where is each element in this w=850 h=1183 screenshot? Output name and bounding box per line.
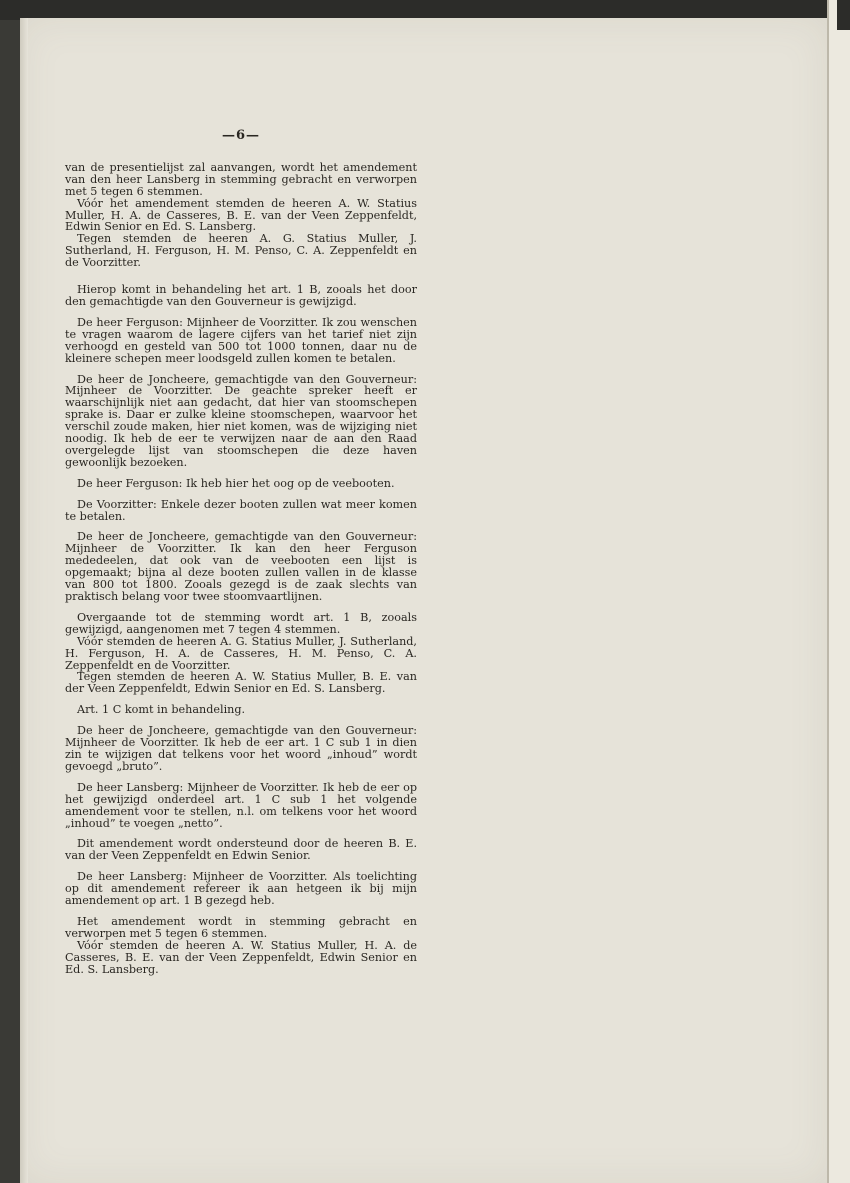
paragraph: Overgaande tot de stemming wordt art. 1 B, zooals gewijzigd, aangenomen met 7 tegen 4 stemmen. <box>65 610 417 636</box>
paragraph: De heer de Joncheere, gemachtigde van den Gouverneur: Mijnheer de Voorzitter. De geachte spreker heeft er waarschijnlijk niet aan gedacht, dat hier van stoomschepen sprake is. Daar er zulke kleine stoomschepen, waarvoor het verschil zoude maken, hier niet komen, was de wijziging niet noodig. Ik heb de eer te verwijzen naar de aan den Raad overgelegde lijst van stoomschepen die deze haven gewoonlijk bezoeken. <box>65 372 417 469</box>
paragraph: De heer Ferguson: Mijnheer de Voorzitter. Ik zou wenschen te vragen waarom de lagere cijfers van het tarief niet zijn verhoogd en gesteld van 500 tot 1000 tonnen, daar nu de kleinere schepen meer loodsgeld zullen komen te betalen. <box>65 315 417 365</box>
paragraph: De heer de Joncheere, gemachtigde van den Gouverneur: Mijnheer de Voorzitter. Ik kan den heer Ferguson mededeelen, dat ook van de veebooten een lijst is opgemaakt; bijna al deze booten zullen vallen in de klasse van 800 tot 1800. Zooals gezegd is de zaak slechts van praktisch belang voor twee stoomvaartlijnen. <box>65 530 417 603</box>
adjacent-page-edge <box>827 0 850 1183</box>
paragraph: Vóór stemden de heeren A. G. Statius Muller, J. Sutherland, H. Ferguson, H. A. de Casseres, H. M. Penso, C. A. Zeppenfeldt en de Voorzitter. <box>65 634 417 672</box>
scanner-top-strip <box>0 0 850 20</box>
paragraph: van de presentielijst zal aanvangen, wordt het amendement van den heer Lansberg in stemming gebracht en verworpen met 5 tegen 6 stemmen. <box>65 160 417 198</box>
paragraph: Tegen stemden de heeren A. G. Statius Muller, J. Sutherland, H. Ferguson, H. M. Penso, C. A. Zeppenfeldt en de Voorzitter. <box>65 232 417 270</box>
paragraph: De heer de Joncheere, gemachtigde van den Gouverneur: Mijnheer de Voorzitter. Ik heb de eer art. 1 C sub 1 in dien zin te wijzigen dat telkens voor het woord „inhoud” wordt gevoegd „bruto”. <box>65 724 417 773</box>
paragraph: Vóór stemden de heeren A. W. Statius Muller, H. A. de Casseres, B. E. van der Veen Zeppenfeldt, Edwin Senior en Ed. S. Lansberg. <box>65 938 417 976</box>
paragraph: Tegen stemden de heeren A. W. Statius Muller, B. E. van der Veen Zeppenfeldt, Edwin Senior en Ed. S. Lansberg. <box>65 670 417 696</box>
paragraph: Het amendement wordt in stemming gebracht en verworpen met 5 tegen 6 stemmen. <box>65 914 417 940</box>
paragraph: De heer Lansberg: Mijnheer de Voorzitter. Als toelichting op dit amendement refereer ik aan hetgeen ik bij mijn amendement op art. 1 B gezegd heb. <box>65 870 417 908</box>
paragraph: Hierop komt in behandeling het art. 1 B, zooals het door den gemachtigde van den Gouverneur is gewijzigd. <box>65 283 417 308</box>
paragraph: Dit amendement wordt ondersteund door de heeren B. E. van der Veen Zeppenfeldt en Edwin Senior. <box>65 837 417 863</box>
page-fold-shadow <box>20 18 28 1183</box>
page-number: —6— <box>221 128 261 143</box>
paragraph: De Voorzitter: Enkele dezer booten zullen wat meer komen te betalen. <box>65 497 417 523</box>
text-column <box>65 130 417 975</box>
paragraph: De heer Lansberg: Mijnheer de Voorzitter. Ik heb de eer op het gewijzigd onderdeel art. 1 C sub 1 het volgende amendement voor te stellen, n.l. om telkens voor het woord „inhoud” te voegen „netto”. <box>65 780 417 830</box>
paragraph: Art. 1 C komt in behandeling. <box>77 703 246 717</box>
paragraph: Vóór het amendement stemden de heeren A. W. Statius Muller, H. A. de Casseres, B. E. van der Veen Zeppenfeldt, Edwin Senior en Ed. S. Lansberg. <box>65 196 417 234</box>
paragraph: De heer Ferguson: Ik heb hier het oog op de veebooten. <box>77 476 395 490</box>
scanner-corner <box>837 0 850 30</box>
